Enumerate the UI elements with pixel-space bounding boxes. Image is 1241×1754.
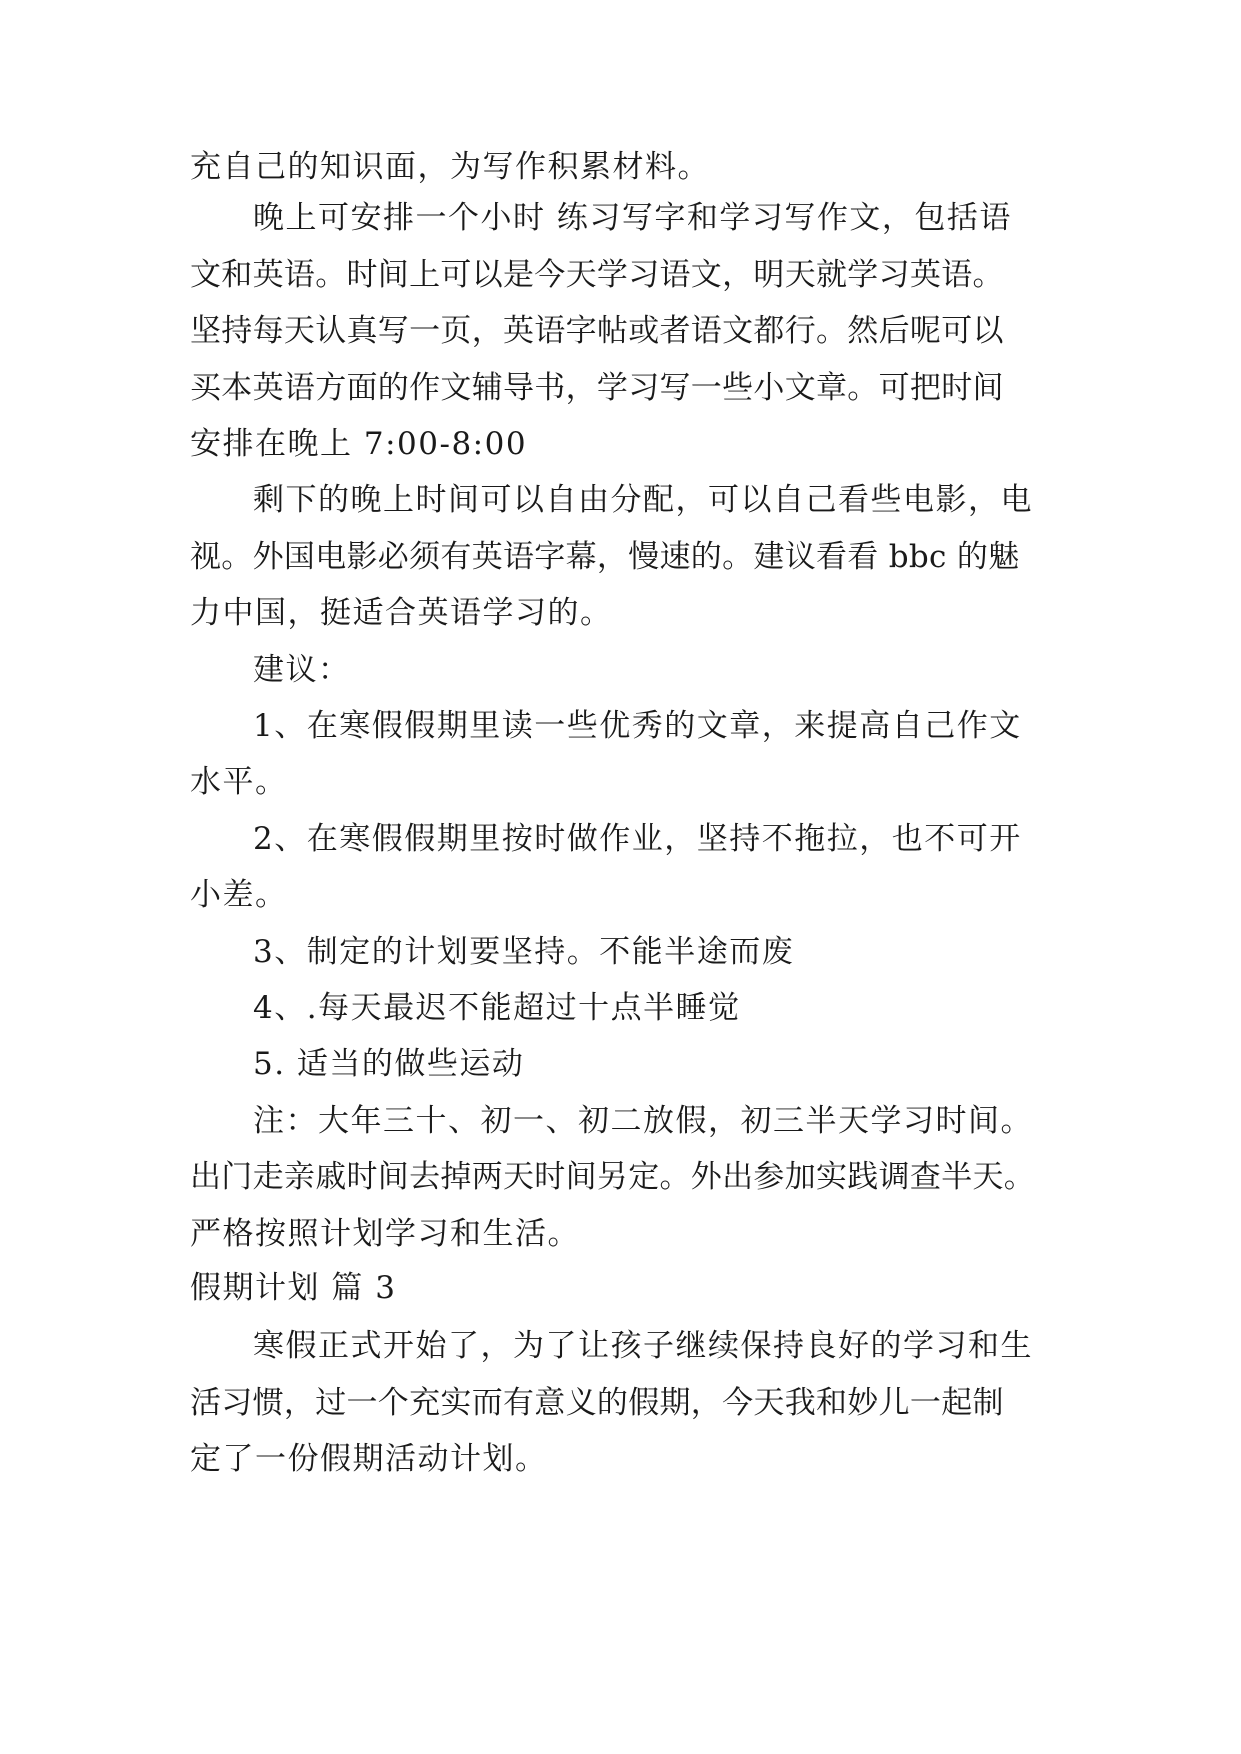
paragraph-line: 文和英语。时间上可以是今天学习语文，明天就学习英语。 bbox=[190, 257, 1004, 293]
paragraph-line: 力中国，挺适合英语学习的。 bbox=[190, 595, 613, 631]
section-label: 建议： bbox=[253, 652, 351, 688]
paragraph-line: 坚持每天认真写一页，英语字帖或者语文都行。然后呢可以 bbox=[190, 313, 1004, 349]
list-item: 2、在寒假假期里按时做作业，坚持不拖拉，也不可开 bbox=[253, 821, 1022, 857]
paragraph-line: 剩下的晚上时间可以自由分配，可以自己看些电影，电 bbox=[253, 482, 1033, 518]
note-line: 严格按照计划学习和生活。 bbox=[190, 1216, 580, 1252]
section-heading: 假期计划 篇 3 bbox=[190, 1270, 397, 1306]
paragraph-line: 买本英语方面的作文辅导书，学习写一些小文章。可把时间 bbox=[190, 370, 1004, 406]
note-line: 出门走亲戚时间去掉两天时间另定。外出参加实践调查半天。 bbox=[190, 1159, 1036, 1195]
paragraph-line: 晚上可安排一个小时 练习写字和学习写作文，包括语 bbox=[253, 200, 1012, 236]
list-item: 3、制定的计划要坚持。不能半途而废 bbox=[253, 934, 795, 970]
list-item: 4、.每天最迟不能超过十点半睡觉 bbox=[253, 990, 741, 1026]
list-item: 1、在寒假假期里读一些优秀的文章，来提高自己作文 bbox=[253, 708, 1022, 744]
paragraph-line: 充自己的知识面，为写作积累材料。 bbox=[190, 149, 710, 185]
list-item-continuation: 小差。 bbox=[190, 877, 288, 913]
list-item-continuation: 水平。 bbox=[190, 764, 288, 800]
list-item: 5. 适当的做些运动 bbox=[253, 1046, 525, 1082]
paragraph-line: 寒假正式开始了，为了让孩子继续保持良好的学习和生 bbox=[253, 1328, 1033, 1364]
paragraph-line: 安排在晚上 7:00-8:00 bbox=[190, 426, 528, 462]
paragraph-line: 视。外国电影必须有英语字幕，慢速的。建议看看 bbc 的魅 bbox=[190, 539, 1020, 575]
paragraph-line: 活习惯，过一个充实而有意义的假期，今天我和妙儿一起制 bbox=[190, 1385, 1004, 1421]
note-line: 注：大年三十、初一、初二放假，初三半天学习时间。 bbox=[253, 1103, 1033, 1139]
paragraph-line: 定了一份假期活动计划。 bbox=[190, 1441, 548, 1477]
